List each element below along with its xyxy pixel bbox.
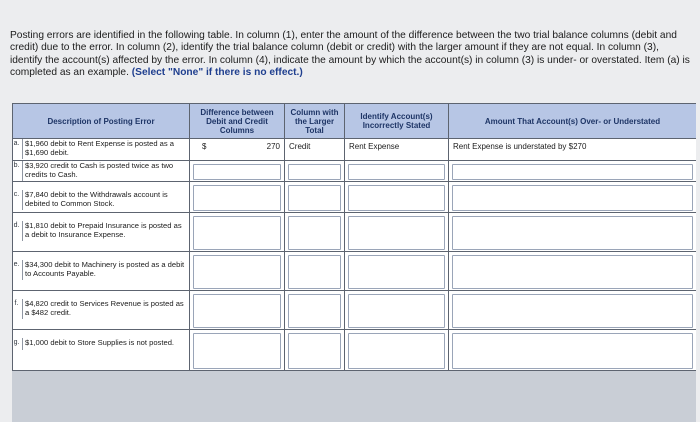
row-f-difference-input[interactable] <box>193 294 281 328</box>
row-c-column-cell[interactable] <box>285 182 345 213</box>
row-e-account-cell[interactable] <box>345 252 449 291</box>
row-g-account-select[interactable] <box>348 333 445 369</box>
row-a-letter: a. <box>13 140 20 147</box>
header-row <box>13 104 697 139</box>
posting-errors-table <box>12 103 696 371</box>
row-e-description: $34,300 debit to Machinery is posted as a debit to Accounts Payable. <box>22 260 189 280</box>
row-d-amount-input[interactable] <box>452 216 693 250</box>
row-f-account-cell[interactable] <box>345 291 449 330</box>
row-b-account-cell[interactable] <box>345 161 449 182</box>
row-g-difference-input[interactable] <box>193 333 281 369</box>
row-e-amount-cell[interactable] <box>449 252 697 291</box>
row-a-difference-cell <box>190 139 285 161</box>
table-row-g <box>13 330 697 371</box>
row-a-account: Rent Expense <box>349 142 400 151</box>
row-g-column-cell[interactable] <box>285 330 345 371</box>
row-d-description-cell <box>13 213 190 252</box>
row-e-letter: e. <box>13 261 20 269</box>
row-d-column-select[interactable] <box>288 216 341 250</box>
row-b-difference-input[interactable] <box>193 164 281 180</box>
row-g-description: $1,000 debit to Store Supplies is not posted. <box>22 338 189 350</box>
row-a-description: $1,960 debit to Rent Expense is posted as a $1,690 debit. <box>22 139 189 159</box>
row-b-description-cell <box>13 161 190 182</box>
table-row-a <box>13 139 697 161</box>
row-f-amount-cell[interactable] <box>449 291 697 330</box>
row-f-letter: f. <box>14 300 19 308</box>
row-e-account-select[interactable] <box>348 255 445 289</box>
row-g-amount-input[interactable] <box>452 333 693 369</box>
row-a-column-cell <box>285 139 345 161</box>
row-c-account-select[interactable] <box>348 185 445 211</box>
row-f-column-select[interactable] <box>288 294 341 328</box>
row-b-amount-cell[interactable] <box>449 161 697 182</box>
row-g-amount-cell[interactable] <box>449 330 697 371</box>
row-c-difference-cell[interactable] <box>190 182 285 213</box>
row-g-difference-cell[interactable] <box>190 330 285 371</box>
row-a-description-cell <box>13 139 190 161</box>
row-b-column-select[interactable] <box>288 164 341 180</box>
row-d-column-cell[interactable] <box>285 213 345 252</box>
row-f-difference-cell[interactable] <box>190 291 285 330</box>
row-b-column-cell[interactable] <box>285 161 345 182</box>
row-a-difference: 270 <box>266 142 280 151</box>
table-row-d <box>13 213 697 252</box>
row-f-column-cell[interactable] <box>285 291 345 330</box>
row-e-description-cell <box>13 252 190 291</box>
row-g-description-cell <box>13 330 190 371</box>
row-c-difference-input[interactable] <box>193 185 281 211</box>
row-c-account-cell[interactable] <box>345 182 449 213</box>
row-b-description: $3,920 credit to Cash is posted twice as two credits to Cash. <box>22 161 189 181</box>
row-d-account-select[interactable] <box>348 216 445 250</box>
table-row-b <box>13 161 697 182</box>
header-amount: Amount That Account(s) Over- or Understated <box>449 104 697 139</box>
row-a-amount: Rent Expense is understated by $270 <box>453 142 587 151</box>
row-a-account-cell <box>345 139 449 161</box>
row-g-column-select[interactable] <box>288 333 341 369</box>
row-c-description: $7,840 debit to the Withdrawals account is debited to Common Stock. <box>22 190 189 210</box>
table-row-f <box>13 291 697 330</box>
row-d-account-cell[interactable] <box>345 213 449 252</box>
header-description: Description of Posting Error <box>13 104 190 139</box>
row-e-difference-input[interactable] <box>193 255 281 289</box>
header-identify: Identify Account(s) Incorrectly Stated <box>345 104 449 139</box>
header-difference: Difference between Debit and Credit Columns <box>190 104 285 139</box>
row-b-amount-input[interactable] <box>452 164 693 180</box>
row-e-column-cell[interactable] <box>285 252 345 291</box>
row-f-description-cell <box>13 291 190 330</box>
row-d-description: $1,810 debit to Prepaid Insurance is posted as a debit to Insurance Expense. <box>22 221 189 241</box>
table-row-c <box>13 182 697 213</box>
instructions-text: Posting errors are identified in the following table. In column (1), enter the amount of the difference between the two trial balance columns (debit and credit) due to the error. In column (2), identify the trial balance column (debit or credit) with the larger amount if they are not equal. In column (3), identify the account(s) affected by the error. In column (4), indicate the amount by which the account(s) in column (3) is under- or overstated. Item (a) is completed as an example. <box>10 30 690 79</box>
row-a-amount-cell <box>449 139 697 161</box>
row-d-difference-input[interactable] <box>193 216 281 250</box>
row-a-column: Credit <box>289 142 311 151</box>
row-d-amount-cell[interactable] <box>449 213 697 252</box>
header-column: Column with the Larger Total <box>285 104 345 139</box>
row-d-difference-cell[interactable] <box>190 213 285 252</box>
row-c-column-select[interactable] <box>288 185 341 211</box>
instructions <box>10 30 694 80</box>
row-d-letter: d. <box>13 222 20 230</box>
row-f-amount-input[interactable] <box>452 294 693 328</box>
row-a-difference-value <box>190 139 284 154</box>
row-e-column-select[interactable] <box>288 255 341 289</box>
table-row-e <box>13 252 697 291</box>
instructions-note: (Select "None" if there is no effect.) <box>131 67 303 79</box>
row-a-currency: $ <box>202 142 207 151</box>
row-b-difference-cell[interactable] <box>190 161 285 182</box>
row-b-letter: b. <box>13 162 20 169</box>
row-c-letter: c. <box>13 191 20 199</box>
row-c-description-cell <box>13 182 190 213</box>
row-f-account-select[interactable] <box>348 294 445 328</box>
row-g-account-cell[interactable] <box>345 330 449 371</box>
row-g-letter: g. <box>13 339 20 347</box>
row-b-account-select[interactable] <box>348 164 445 180</box>
row-e-difference-cell[interactable] <box>190 252 285 291</box>
row-c-amount-input[interactable] <box>452 185 693 211</box>
row-f-description: $4,820 credit to Services Revenue is posted as a $482 credit. <box>22 299 189 319</box>
row-e-amount-input[interactable] <box>452 255 693 289</box>
table-container <box>12 103 696 422</box>
row-c-amount-cell[interactable] <box>449 182 697 213</box>
